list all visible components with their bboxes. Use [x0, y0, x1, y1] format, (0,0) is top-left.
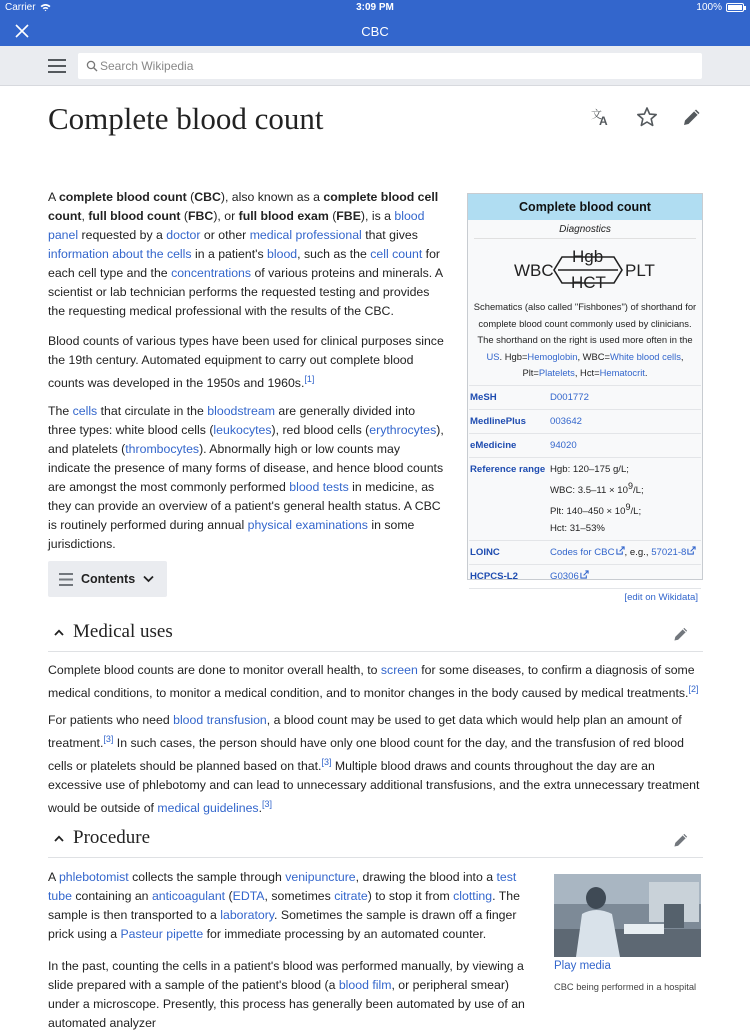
text: , or peripheral smear) under a microscope. Presently, this process has generally been automated by use of an automated analyzer	[48, 978, 525, 1030]
hospital-video-image	[554, 874, 701, 957]
citation-link[interactable]: [3]	[321, 757, 332, 768]
edit-on-wikidata-link[interactable]: [edit on Wikidata]	[469, 588, 701, 603]
text: , sometimes	[264, 889, 335, 903]
exponent: 9	[625, 502, 631, 513]
external-link-icon	[616, 546, 625, 555]
list-icon	[59, 573, 73, 586]
infobox-caption	[468, 299, 702, 382]
procedure-paragraph-2	[48, 957, 536, 1030]
svg-text:A: A	[599, 114, 608, 128]
infobox-row-key[interactable]: LOINC	[470, 547, 500, 559]
language-icon[interactable]	[590, 106, 612, 128]
page-title: Complete blood count	[48, 101, 324, 136]
article-link[interactable]: EDTA	[232, 889, 265, 903]
text: Complete blood counts are done to monitor overall health, to	[48, 663, 381, 677]
menu-icon[interactable]	[48, 58, 66, 74]
media-caption: CBC being performed in a hospital	[554, 982, 697, 992]
infobox-row	[469, 409, 701, 433]
status-bar	[0, 0, 750, 16]
article-link[interactable]: G0306	[550, 571, 579, 583]
article-link[interactable]: thrombocytes	[125, 442, 200, 456]
infobox-row-value	[550, 386, 701, 409]
infobox-row-value	[550, 565, 701, 588]
chevron-up-icon	[54, 629, 64, 636]
article-link[interactable]: erythrocytes	[369, 423, 437, 437]
text: /L;	[630, 506, 642, 518]
text: , e.g.,	[624, 547, 652, 559]
article-link[interactable]: citrate	[334, 889, 368, 903]
section-divider	[48, 857, 703, 858]
infobox-row	[469, 433, 701, 457]
infobox-title: Complete blood count	[468, 194, 702, 220]
bold-term: complete blood count	[58, 190, 187, 204]
bold-term: complete blood cell count	[48, 190, 439, 223]
bold-term: FBE	[336, 209, 361, 223]
article-link[interactable]: phlebotomist	[58, 870, 129, 884]
status-time: 3:09 PM	[356, 2, 394, 13]
article-link[interactable]: clotting	[453, 889, 493, 903]
text: in medicine, as they can provide an overview of a patient's general health status. A CBC is routinely performed during annual	[48, 480, 441, 532]
text: , a blood count may be used to get data which would help plan an amount of treatment.	[48, 713, 682, 751]
text: ,	[81, 209, 89, 223]
text: ). Abnormally high or low counts may indicate the presence of many forms of disease, and hence blood counts are amongst the most commonly performed	[48, 442, 444, 494]
external-link-icon	[580, 570, 589, 579]
article-link[interactable]: venipuncture	[285, 870, 356, 884]
play-media-link[interactable]: Play media	[554, 960, 611, 972]
article-link[interactable]: blood	[267, 247, 298, 261]
edit-section-icon[interactable]	[672, 831, 690, 849]
intro-paragraph-2	[48, 332, 444, 393]
text: (	[186, 190, 195, 204]
bold-term: full blood count	[88, 209, 181, 223]
medical-uses-paragraph-2	[48, 711, 703, 818]
text: The	[48, 404, 73, 418]
article-link[interactable]: medical guidelines	[157, 801, 259, 816]
text: , WBC=	[577, 350, 611, 362]
text: . Hgb=	[499, 350, 528, 362]
infobox-row	[469, 564, 701, 588]
article-link[interactable]: 57021-8	[651, 547, 687, 559]
article-link[interactable]: D001772	[550, 391, 589, 403]
article-link[interactable]: blood film	[338, 978, 392, 992]
text: Hct: 31–53%	[550, 523, 605, 535]
text: . Sometimes the sample is drawn off a finger prick using a	[48, 908, 517, 941]
text: .	[644, 367, 648, 379]
infobox-row-key[interactable]: MedlinePlus	[470, 415, 526, 427]
text: that gives	[361, 228, 418, 242]
article-link[interactable]: Pasteur pipette	[120, 927, 204, 941]
section-heading-medical-uses[interactable]	[54, 621, 173, 643]
section-title-procedure: Procedure	[73, 827, 151, 848]
bold-term: CBC	[194, 190, 221, 204]
edit-icon[interactable]	[681, 106, 703, 128]
text: ) to stop it from	[367, 889, 454, 903]
text: ), red blood cells (	[271, 423, 370, 437]
infobox-row-value	[550, 434, 701, 457]
text: Plt: 140–450 × 10	[550, 506, 626, 518]
article-link[interactable]: 94020	[550, 439, 577, 451]
infobox-subtitle: Diagnostics	[474, 220, 696, 239]
text: for immediate processing by an automated counter.	[203, 927, 487, 941]
text: (	[180, 209, 189, 223]
battery-indicator	[696, 2, 744, 13]
article-link[interactable]: bloodstream	[207, 404, 275, 418]
text: are generally divided into three types: white blood cells (	[48, 404, 416, 437]
infobox-row-value	[550, 410, 701, 433]
section-heading-procedure[interactable]	[54, 827, 150, 849]
edit-section-icon[interactable]	[672, 625, 690, 643]
intro-paragraph-3	[48, 402, 444, 554]
text: (	[328, 209, 337, 223]
article-link[interactable]: Codes for CBC	[550, 547, 615, 559]
intro-paragraph-1	[48, 188, 444, 321]
carrier-label: Carrier	[5, 2, 36, 13]
text: of various proteins and minerals. A scientist or lab technician performs the requested testing and provides the requesting medical professional with the results of the CBC.	[48, 266, 443, 318]
text: A	[48, 870, 59, 884]
infobox-rows	[468, 385, 702, 588]
text: containing an	[71, 889, 152, 903]
section-divider	[48, 651, 703, 652]
infobox	[467, 193, 703, 604]
text: Blood counts of various types have been used for clinical purposes since the 19th century. Automated equipment to carry out complete blood counts was developed in the 1950s and 1960s.	[48, 334, 444, 391]
article-link[interactable]: blood panel	[48, 209, 425, 242]
text: , drawing the blood into a	[355, 870, 497, 884]
infobox-row-key[interactable]: MeSH	[470, 391, 497, 403]
article-link[interactable]: laboratory	[220, 908, 275, 922]
infobox-row-key[interactable]: eMedicine	[470, 439, 517, 451]
nav-bar	[0, 16, 750, 46]
text: . The sample is then transported to a	[48, 889, 520, 922]
text: /L;	[632, 485, 644, 497]
infobox-row	[469, 457, 701, 540]
bold-term: full blood exam	[238, 209, 329, 223]
search-box[interactable]	[78, 53, 702, 79]
article-link[interactable]: screen	[380, 663, 418, 677]
infobox-row-value	[550, 458, 701, 540]
text: A	[48, 190, 59, 204]
text: (	[225, 889, 233, 903]
text: WBC: 3.5–11 × 10	[550, 485, 628, 497]
text: that circulate in the	[97, 404, 208, 418]
text: in some jurisdictions.	[48, 518, 415, 551]
text: In the past, counting the cells in a patient's blood was performed manually, by viewing a slide prepared with a sample of the patient's blood (	[48, 959, 524, 992]
section-title-medical-uses: Medical uses	[73, 621, 173, 642]
text: requested by a	[78, 228, 167, 242]
article-link[interactable]: medical professional	[249, 228, 362, 242]
fishbone-diagram	[468, 239, 702, 299]
article-link[interactable]: doctor	[166, 228, 201, 242]
article-link[interactable]: physical examinations	[247, 518, 368, 532]
text: ), is a	[360, 209, 395, 223]
citation-link[interactable]: [3]	[261, 799, 272, 810]
article-link[interactable]: anticoagulant	[151, 889, 226, 903]
article-link[interactable]: Hematocrit	[599, 367, 645, 379]
infobox-row-key[interactable]: Reference range	[470, 463, 546, 475]
svg-text:文: 文	[591, 108, 602, 121]
contents-toggle[interactable]	[48, 561, 167, 597]
infobox-row	[469, 540, 701, 564]
search-input[interactable]	[100, 53, 690, 79]
battery-icon	[726, 3, 744, 12]
article-link[interactable]: information about the cells	[48, 247, 192, 261]
fishbone-plt: PLT	[625, 261, 655, 280]
battery-percent: 100%	[696, 2, 722, 13]
text: For patients who need	[48, 713, 174, 727]
text: a	[328, 978, 339, 992]
contents-label: Contents	[81, 572, 136, 586]
text: Multiple blood draws and counts throughout the day are an excessive use of phlebotomy and can lead to unnecessary additional transfusions, and the extra unnecessary treatment would be outside of	[48, 759, 700, 816]
text: , such as the	[297, 247, 371, 261]
text: , Plt=	[522, 350, 684, 379]
bold-term: FBC	[188, 209, 214, 223]
fishbone-hct: HCT	[571, 273, 606, 292]
text: , Hct=	[574, 367, 600, 379]
article-link[interactable]: White blood cells	[610, 350, 681, 362]
citation-link[interactable]: [1]	[304, 374, 315, 384]
article-link[interactable]: Hemoglobin	[527, 350, 578, 362]
article-link[interactable]: cells	[72, 404, 98, 418]
article-link[interactable]: blood tests	[289, 480, 349, 494]
text: Hgb: 120–175 g/L;	[550, 463, 629, 475]
article-link[interactable]: cell count	[370, 247, 423, 261]
text: ), also known as a	[220, 190, 324, 204]
article-link[interactable]: US	[486, 350, 500, 362]
article-link[interactable]: 003642	[550, 415, 583, 427]
text: collects the sample through	[128, 870, 286, 884]
exponent: 9	[627, 480, 633, 491]
fishbone-wbc: WBC	[514, 261, 554, 280]
article-link[interactable]: Platelets	[538, 367, 575, 379]
infobox-row	[469, 385, 701, 409]
nav-title: CBC	[361, 24, 389, 39]
text: Schematics (also called "Fishbones") of shorthand for complete blood count commonly used by clinicians. The shorthand on the right is used more often in the	[473, 301, 697, 346]
search-bar	[0, 46, 750, 86]
text: ), and platelets (	[48, 423, 444, 456]
chevron-up-icon	[54, 835, 64, 842]
fishbone-hgb: Hgb	[572, 247, 604, 266]
text: for some diseases, to confirm a diagnosis of some medical conditions, to monitor a medical condition, and to monitor changes in the body caused by medical treatments.	[48, 663, 695, 701]
search-icon	[86, 60, 98, 72]
text: .	[258, 801, 262, 816]
infobox-row-key[interactable]: HCPCS-L2	[470, 571, 518, 583]
procedure-paragraph-1	[48, 868, 536, 944]
medical-uses-paragraph-1	[48, 661, 703, 703]
text: for each cell type and the	[48, 247, 441, 280]
video-thumbnail[interactable]	[554, 874, 701, 957]
text: In such cases, the person should have only one blood count for the day, and the transfusion of red blood cells or platelets should be planned based on that.	[48, 736, 684, 774]
star-icon[interactable]	[636, 106, 658, 128]
text: or other	[200, 228, 250, 242]
article-link[interactable]: leukocytes	[213, 423, 272, 437]
chevron-down-icon	[143, 575, 154, 583]
article-link[interactable]: test tube	[48, 870, 517, 903]
citation-link[interactable]: [2]	[688, 684, 699, 694]
text: ), or	[213, 209, 239, 223]
external-link-icon	[687, 546, 696, 555]
text: in a patient's	[191, 247, 268, 261]
article-link[interactable]: concentrations	[171, 266, 252, 280]
citation-link[interactable]: [3]	[103, 734, 114, 744]
infobox-row-value	[550, 541, 701, 564]
article-link[interactable]: blood transfusion	[173, 713, 267, 727]
